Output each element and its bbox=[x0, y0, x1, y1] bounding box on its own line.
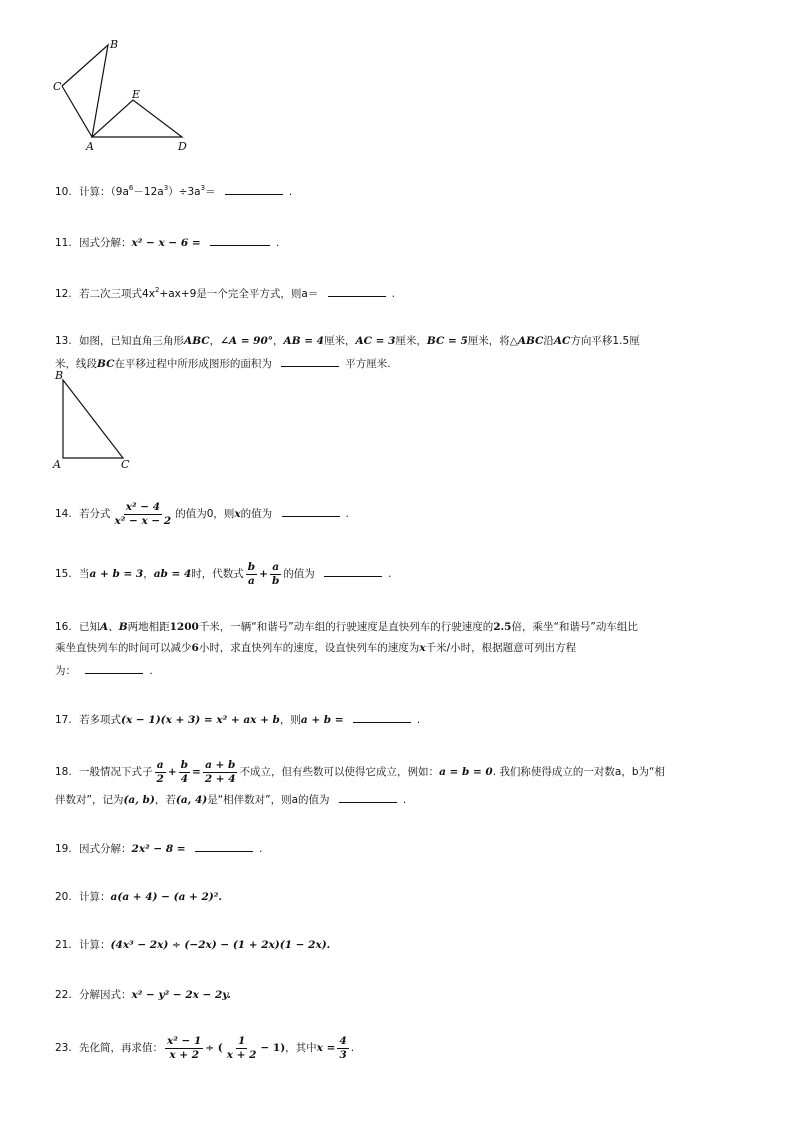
q18-text2: 不成立，但有些数可以使得它成立，例如： bbox=[239, 766, 440, 778]
figure-right-triangle-abc bbox=[50, 368, 140, 472]
q16-text3: 千米，一辆“和谐号”动车组的行驶速度是直快列车的行驶速度的 bbox=[198, 621, 494, 633]
q16-text2: 两地相距 bbox=[127, 621, 170, 633]
q22-expression: x² − y² − 2x − 2y. bbox=[131, 989, 231, 1001]
q11-text: 因式分解： bbox=[79, 237, 132, 249]
q18-line2-text2: ，若 bbox=[154, 794, 176, 806]
q18-pair2: (a, 4) bbox=[175, 794, 208, 806]
q15-f1-num: b bbox=[247, 560, 256, 573]
q14-var: x bbox=[234, 508, 241, 520]
q14-fraction bbox=[113, 501, 174, 528]
q14-numerator: x² − 4 bbox=[125, 500, 161, 513]
answer-blank[interactable] bbox=[324, 565, 382, 577]
q17-text: 若多项式 bbox=[79, 714, 122, 726]
q15-sep: ， bbox=[143, 568, 154, 580]
q15-f2-den: b bbox=[271, 574, 280, 587]
q13-triangle-name2: ABC bbox=[517, 335, 544, 347]
q16-hours: 6 bbox=[191, 642, 199, 654]
question-13-line-1 bbox=[55, 334, 640, 348]
q16-end: . bbox=[149, 665, 153, 677]
q19-end: . bbox=[258, 843, 263, 855]
question-14 bbox=[55, 500, 349, 528]
q15-f1-den: a bbox=[248, 574, 255, 587]
label-c: C bbox=[121, 458, 130, 471]
q21-text: 计算： bbox=[79, 939, 111, 951]
q13-line2-text2: 在平移过程中所形成图形的面积为 bbox=[114, 358, 272, 370]
q23-text2: ，其中 bbox=[285, 1042, 317, 1054]
q19-expression: 2x² − 8 = bbox=[131, 843, 186, 855]
q16-distance: 1200 bbox=[169, 621, 199, 633]
q15-text2: 时，代数式 bbox=[191, 568, 244, 580]
q16-ratio: 2.5 bbox=[493, 621, 512, 633]
q13-unit: 厘米， bbox=[323, 335, 356, 347]
q15-cond2: ab = 4 bbox=[153, 568, 192, 580]
q23-cond: x = bbox=[316, 1042, 336, 1054]
q23-f3-den: 3 bbox=[339, 1048, 347, 1061]
q16-sep: 、 bbox=[108, 621, 119, 633]
question-18-line-1 bbox=[55, 758, 665, 786]
q13-line2-text: 米，线段 bbox=[55, 358, 97, 370]
q15-end: . bbox=[388, 568, 392, 580]
q15-text3: 的值为 bbox=[283, 568, 315, 580]
q18-line2-text: 伴数对”，记为 bbox=[55, 794, 124, 806]
label-b: B bbox=[110, 38, 119, 51]
q17-end: . bbox=[416, 714, 421, 726]
q16-point-b: B bbox=[118, 621, 128, 633]
q13-text3: 厘米，将△ bbox=[467, 335, 518, 347]
q23-fraction3 bbox=[337, 1035, 348, 1062]
q18-text: 一般情况下式子 bbox=[79, 766, 153, 778]
q18-f2-den: 4 bbox=[180, 772, 188, 785]
question-number: 10. bbox=[55, 186, 72, 198]
q18-f3-den: 2 + 4 bbox=[204, 772, 236, 785]
q20-expression: a(a + 4) − (a + 2)². bbox=[110, 891, 223, 903]
question-number: 18. bbox=[55, 766, 72, 778]
question-number: 22. bbox=[55, 989, 72, 1001]
question-20 bbox=[55, 890, 222, 904]
q13-sep2: ， bbox=[273, 335, 284, 347]
q16-var: x bbox=[419, 642, 426, 654]
q13-bc: BC = 5 bbox=[426, 335, 468, 347]
q23-end: . bbox=[350, 1042, 355, 1054]
question-12 bbox=[55, 285, 395, 301]
question-number: 15. bbox=[55, 568, 72, 580]
question-15 bbox=[55, 560, 391, 588]
q16-line3-text: 为： bbox=[55, 665, 76, 677]
question-16-line-2 bbox=[55, 641, 576, 655]
q13-angle: ∠A = 90° bbox=[220, 335, 274, 347]
q18-text3: . 我们称使得成立的一对数a，b为“相 bbox=[492, 766, 665, 778]
q16-line2-text: 乘坐直快列车的时间可以减少 bbox=[55, 642, 192, 654]
question-16-line-3 bbox=[55, 662, 153, 678]
q10-exp1: 6 bbox=[128, 184, 134, 192]
q18-f1-num: a bbox=[156, 758, 164, 771]
q13-along: 沿 bbox=[543, 335, 554, 347]
q14-text3: 的值为 bbox=[240, 508, 273, 520]
q13-bc-segment: BC bbox=[97, 358, 115, 370]
q13-ac-dir: AC bbox=[553, 335, 571, 347]
q10-text: 计算：（9a bbox=[79, 186, 129, 198]
q14-text2: 的值为0，则 bbox=[175, 508, 235, 520]
q13-ac: AC = 3 bbox=[355, 335, 396, 347]
q23-f2-num: 1 bbox=[237, 1034, 246, 1047]
q15-plus: + bbox=[259, 568, 268, 580]
q16-point-a: A bbox=[100, 621, 109, 633]
q19-text: 因式分解： bbox=[79, 843, 132, 855]
q14-text: 若分式 bbox=[79, 508, 111, 520]
q23-divide: ÷ ( bbox=[205, 1042, 223, 1054]
q20-text: 计算： bbox=[79, 891, 111, 903]
answer-blank[interactable] bbox=[85, 662, 143, 674]
question-number: 14. bbox=[55, 508, 72, 520]
q10-text3: ）÷3a bbox=[168, 186, 201, 198]
q10-end: . bbox=[288, 186, 293, 198]
answer-blank[interactable] bbox=[328, 285, 386, 297]
question-23 bbox=[55, 1034, 354, 1062]
q11-expression: x² − x − 6 = bbox=[131, 237, 201, 249]
figure-triangles-abc-aed bbox=[50, 35, 200, 155]
q23-f3-num: 4 bbox=[339, 1034, 347, 1047]
q23-fraction2 bbox=[225, 1035, 259, 1062]
question-number: 17. bbox=[55, 714, 72, 726]
q18-equals: = bbox=[192, 766, 201, 778]
q18-line2-text3: 是“相伴数对”，则a的值为 bbox=[207, 794, 330, 806]
q12-text: 若二次三项式4x bbox=[79, 288, 155, 300]
answer-blank[interactable] bbox=[195, 840, 253, 852]
q14-end: . bbox=[345, 508, 349, 520]
q16-line2-text2: 小时，求直快列车的速度，设直快列车的速度为 bbox=[198, 642, 420, 654]
question-number: 19. bbox=[55, 843, 72, 855]
q12-end: . bbox=[391, 288, 395, 300]
q23-f1-den: x + 2 bbox=[169, 1048, 200, 1061]
q13-unit2: 厘米， bbox=[395, 335, 427, 347]
question-number: 13. bbox=[55, 335, 72, 347]
label-e: E bbox=[132, 88, 141, 101]
question-19 bbox=[55, 840, 262, 856]
q17-text2: ，则 bbox=[279, 714, 301, 726]
q22-text: 分解因式： bbox=[79, 989, 132, 1001]
answer-blank[interactable] bbox=[281, 355, 339, 367]
question-22 bbox=[55, 988, 231, 1002]
q14-denominator: x² − x − 2 bbox=[114, 514, 172, 527]
q17-ask: a + b = bbox=[300, 714, 344, 726]
question-16-line-1 bbox=[55, 620, 638, 634]
question-18-line-2 bbox=[55, 791, 406, 807]
q17-expression: (x − 1)(x + 3) = x² + ax + b bbox=[121, 714, 280, 726]
q18-fraction2 bbox=[179, 759, 190, 786]
q23-f2-den: x + 2 bbox=[226, 1048, 257, 1061]
q18-end: . bbox=[402, 794, 407, 806]
answer-blank[interactable] bbox=[210, 234, 270, 246]
q10-text2: －12a bbox=[133, 186, 164, 198]
label-a: A bbox=[86, 140, 94, 153]
question-17 bbox=[55, 711, 420, 727]
triangle-aed bbox=[92, 100, 182, 137]
q15-fraction1 bbox=[246, 561, 257, 588]
q16-text4: 倍，乘坐“和谐号”动车组比 bbox=[511, 621, 638, 633]
question-21 bbox=[55, 938, 330, 952]
question-11 bbox=[55, 234, 279, 250]
q10-exp2: 3 bbox=[163, 184, 169, 192]
q13-text: 如图，已知直角三角形 bbox=[79, 335, 185, 347]
label-c: C bbox=[53, 80, 62, 93]
triangle-abc bbox=[62, 45, 108, 137]
q23-rest: − 1) bbox=[260, 1042, 286, 1054]
answer-blank[interactable] bbox=[225, 183, 283, 195]
question-number: 16. bbox=[55, 621, 72, 633]
answer-blank[interactable] bbox=[339, 791, 397, 803]
question-number: 11. bbox=[55, 237, 72, 249]
q13-triangle-name: ABC bbox=[184, 335, 210, 347]
q16-text: 已知 bbox=[79, 621, 101, 633]
q13-sep: ， bbox=[209, 335, 221, 347]
q15-cond1: a + b = 3 bbox=[89, 568, 144, 580]
q18-f1-den: 2 bbox=[156, 772, 164, 785]
q15-f2-num: a bbox=[272, 560, 280, 573]
q18-f2-num: b bbox=[180, 758, 189, 771]
question-10 bbox=[55, 183, 292, 199]
q21-expression: (4x³ − 2x) ÷ (−2x) − (1 + 2x)(1 − 2x). bbox=[110, 939, 331, 951]
label-a: A bbox=[53, 458, 61, 471]
q23-f1-num: x² − 1 bbox=[167, 1034, 202, 1047]
q15-fraction2 bbox=[270, 561, 281, 588]
q23-text: 先化简，再求值： bbox=[79, 1042, 164, 1054]
question-number: 23. bbox=[55, 1042, 72, 1054]
question-number: 12. bbox=[55, 288, 72, 300]
answer-blank[interactable] bbox=[282, 505, 340, 517]
q10-equals: ＝ bbox=[205, 186, 216, 198]
q18-pair: (a, b) bbox=[123, 794, 155, 806]
q15-text: 当 bbox=[79, 568, 90, 580]
q18-f3-num: a + b bbox=[205, 758, 236, 771]
question-number: 21. bbox=[55, 939, 72, 951]
q13-line2-end: 平方厘米. bbox=[345, 358, 391, 370]
q18-example: a = b = 0 bbox=[439, 766, 493, 778]
q11-end: . bbox=[276, 237, 280, 249]
q23-fraction1 bbox=[165, 1035, 203, 1062]
q16-line2-text3: 千米/小时，根据题意可列出方程 bbox=[425, 642, 577, 654]
q13-text4: 方向平移1.5厘 bbox=[570, 335, 640, 347]
segment-ac bbox=[62, 86, 92, 137]
q12-text2: +ax+9是一个完全平方式，则a＝ bbox=[159, 288, 319, 300]
answer-blank[interactable] bbox=[353, 711, 411, 723]
q18-fraction3 bbox=[203, 759, 238, 786]
q18-plus: + bbox=[167, 766, 177, 778]
label-b: B bbox=[55, 369, 64, 382]
question-number: 20. bbox=[55, 891, 72, 903]
q13-ab: AB = 4 bbox=[283, 335, 324, 347]
q18-fraction1 bbox=[155, 759, 166, 786]
q12-exp: 2 bbox=[154, 286, 160, 294]
triangle-abc bbox=[63, 380, 123, 458]
label-d: D bbox=[178, 140, 187, 153]
q10-exp3: 3 bbox=[200, 184, 206, 192]
